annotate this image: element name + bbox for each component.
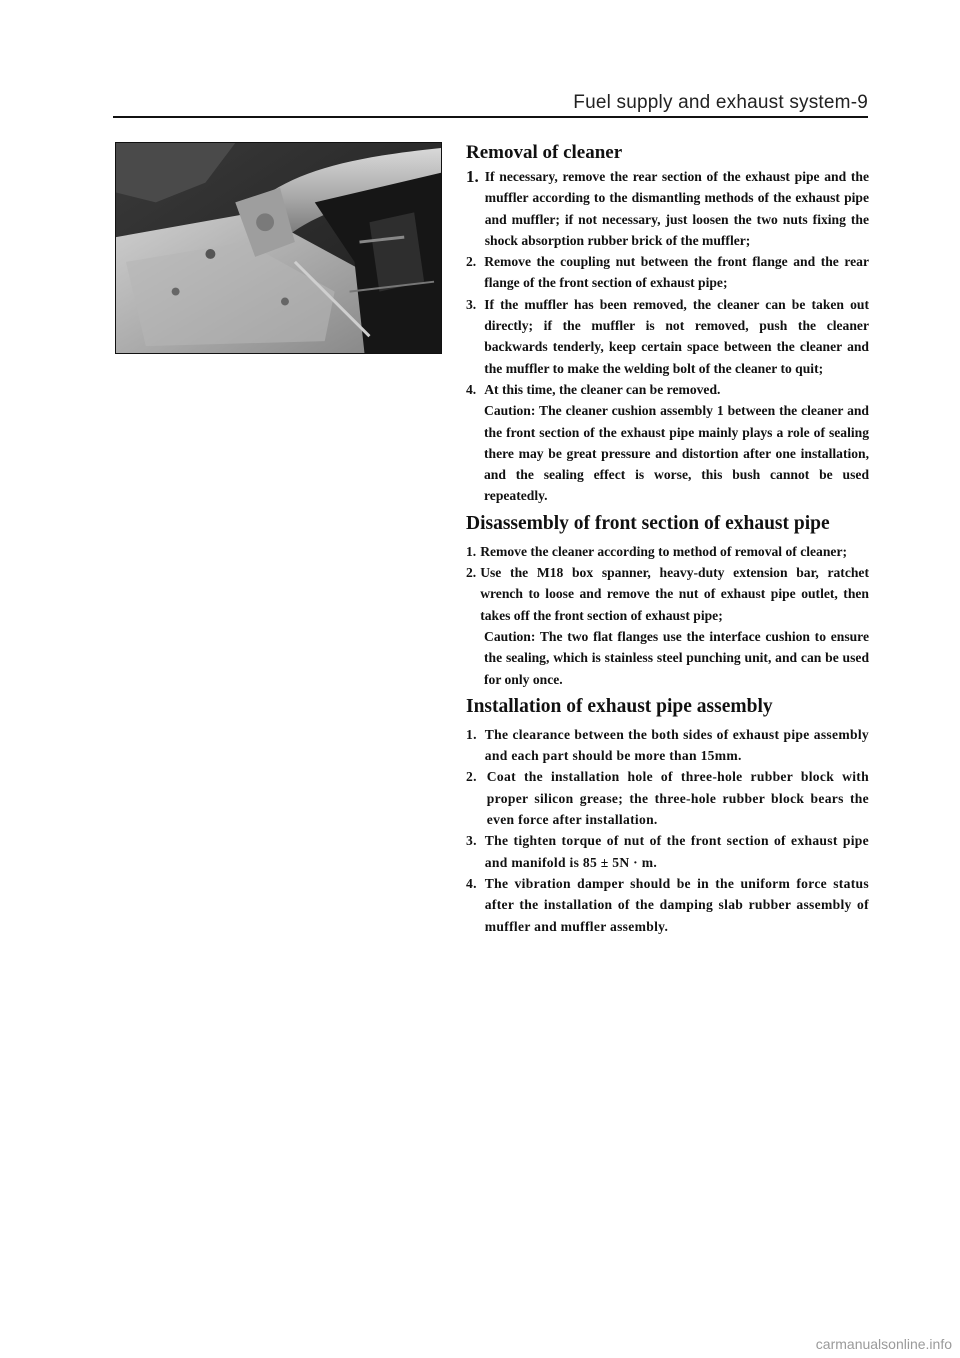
- item-number: 3.: [466, 296, 477, 312]
- item-number: 2.: [466, 565, 477, 581]
- list-item: [466, 166, 869, 251]
- item-number: 2.: [466, 254, 477, 270]
- item-number: 2.: [466, 769, 477, 785]
- item-text: The clearance between the both sides of exhaust pipe assembly and each part should be more than 15mm.: [484, 726, 869, 764]
- item-number: 1.: [466, 543, 477, 559]
- section-title-installation: Installation of exhaust pipe assembly: [466, 695, 773, 717]
- document-body: [466, 140, 869, 937]
- header-rule: [113, 116, 868, 118]
- list-item: [466, 379, 869, 400]
- section-title-disassembly: Disassembly of front section of exhaust pipe: [466, 512, 830, 534]
- item-text: Remove the cleaner according to method of removal of cleaner;: [480, 543, 848, 559]
- item-number: 1.: [466, 726, 477, 742]
- list-item: [466, 873, 869, 937]
- item-number: 4.: [466, 875, 477, 891]
- list-item: [466, 830, 869, 873]
- list-item: [466, 724, 869, 767]
- item-text: If necessary, remove the rear section of the exhaust pipe and the muffler according to the dismantling methods of the exhaust pipe and muffler; if not necessary, just loosen the two nuts fixing the shock absorption rubber brick of the muffler;: [484, 169, 869, 248]
- caution-note: Caution: The cleaner cushion assembly 1 between the cleaner and the front section of the exhaust pipe mainly plays a role of sealing there may be great pressure and distortion after one installation, and the sealing effect is worse, this bush cannot be used repeatedly.: [484, 403, 869, 504]
- item-text: Coat the installation hole of three-hole rubber block with proper silicon grease; the three-hole rubber block bears the even force after installation.: [486, 769, 869, 828]
- item-number: 3.: [466, 833, 477, 849]
- list-item: [466, 562, 869, 626]
- item-text: Use the M18 box spanner, heavy-duty extension bar, ratchet wrench to loose and remove the nut of exhaust pipe outlet, then takes off the front section of exhaust pipe;: [480, 565, 869, 623]
- watermark[interactable]: carmanualsonline.info: [815, 1336, 952, 1352]
- list-item: [466, 294, 869, 379]
- section-title-removal-of-cleaner: Removal of cleaner: [466, 142, 623, 163]
- caution-note: Caution: The two flat flanges use the interface cushion to ensure the sealing, which is stainless steel punching unit, and can be used for only once.: [484, 628, 869, 687]
- list-item: [466, 541, 869, 562]
- engine-exhaust-photo: [115, 142, 442, 354]
- page-header: Fuel supply and exhaust system-9: [573, 92, 868, 113]
- item-text: The tighten torque of nut of the front section of exhaust pipe and manifold is 85 ± 5N · m.: [484, 833, 869, 870]
- item-text: The vibration damper should be in the uniform force status after the installation of the damping slab rubber assembly of muffler and muffler assembly.: [484, 875, 869, 934]
- item-number: 4.: [466, 381, 477, 397]
- list-item: [466, 766, 869, 830]
- item-number: 1.: [466, 167, 479, 186]
- item-text: At this time, the cleaner can be removed.: [484, 381, 721, 397]
- item-text: If the muffler has been removed, the cleaner can be taken out directly; if the muffler is not removed, push the cleaner backwards tenderly, keep certain space between the cleaner and the muffler to make the welding bolt of the cleaner to quit;: [484, 296, 869, 376]
- item-text: Remove the coupling nut between the front flange and the rear flange of the front section of exhaust pipe;: [484, 254, 869, 291]
- list-item: [466, 251, 869, 294]
